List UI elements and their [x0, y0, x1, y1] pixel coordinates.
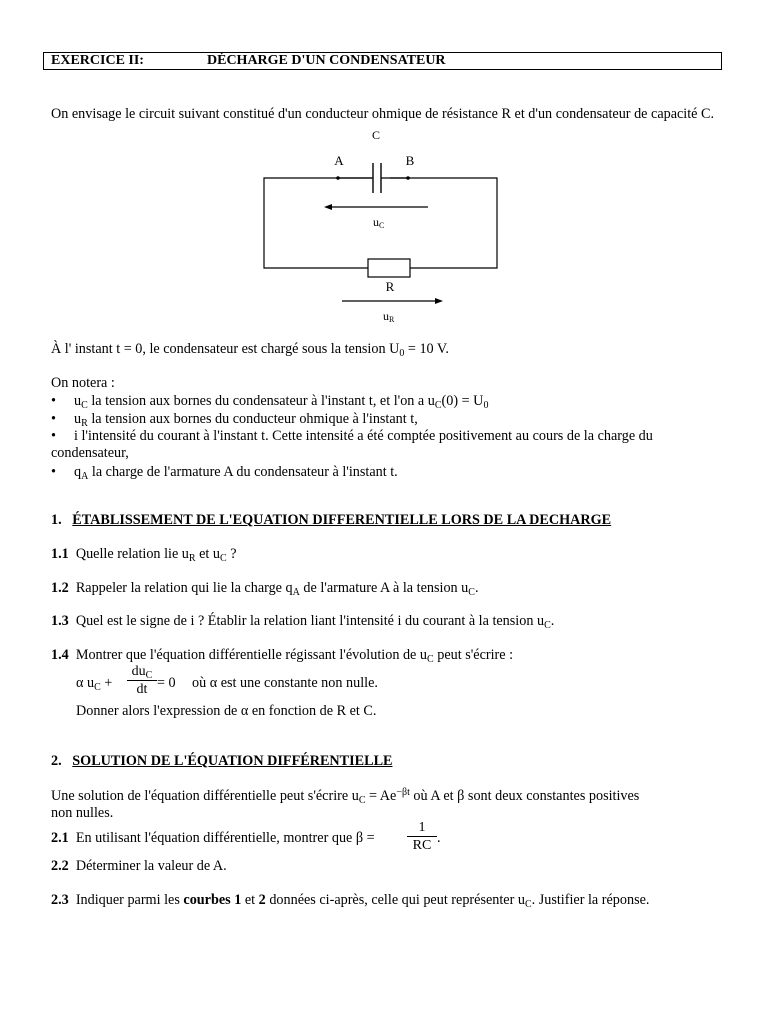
uc-label: uC — [373, 215, 385, 230]
resistor-symbol — [368, 259, 410, 277]
bullet-icon: • — [51, 411, 56, 427]
bullet-icon: • — [51, 393, 56, 409]
notation-intro: On notera : — [51, 375, 115, 391]
uc-arrow-head — [324, 204, 332, 210]
equation-fraction: $du_C$ dt — [127, 664, 157, 699]
question-2-2: 2.2 Déterminer la valeur de A. — [51, 858, 227, 874]
exercise-title: DÉCHARGE D'UN CONDENSATEUR — [207, 53, 446, 68]
section-2-intro-line2: non nulles. — [51, 805, 114, 821]
exercise-header — [43, 52, 722, 70]
equation-left: α $u_C$ + — [76, 675, 113, 693]
circuit-wire-left — [264, 178, 372, 268]
question-2-3: 2.3 Indiquer parmi les courbes 1 et 2 données ci-après, celle qui peut représenter $u_C$. Justifier la réponse. — [51, 892, 650, 910]
question-2-1: 2.1 En utilisant l'équation différentielle, montrer que β = — [51, 830, 375, 846]
question-1-1: 1.1 Quelle relation lie $u_R$ et $u_C$ ? — [51, 546, 237, 564]
bullet-icon: • — [51, 464, 56, 480]
exercise-number: EXERCICE II: — [51, 53, 144, 68]
question-1-4: 1.4 Montrer que l'équation différentielle régissant l'évolution de $u_C$ peut s'écrire : — [51, 647, 514, 665]
equation-note: où α est une constante non nulle. — [192, 675, 378, 691]
node-a-dot — [336, 176, 340, 180]
question-1-4-followup: Donner alors l'expression de α en fonction de R et C. — [76, 703, 377, 719]
intro-paragraph: On envisage le circuit suivant constitué d'un conducteur ohmique de résistance R et d'un condensateur de capacité C. — [51, 106, 715, 122]
circuit-wire-right — [390, 178, 497, 268]
notation-item-uc: • $u_C$ la tension aux bornes du condensateur à l'instant t, et l'on a $u_C(0) = U_0$ — [51, 393, 489, 411]
notation-item-ur: • $u_R$ la tension aux bornes du conducteur ohmique à l'instant t, — [51, 411, 418, 429]
beta-fraction: $\frac{1}{RC}$ — [407, 820, 437, 855]
initial-condition: À l' instant t = 0, le condensateur est chargé sous la tension $U_0 = 10$ V. — [51, 341, 449, 359]
question-1-2: 1.2 Rappeler la relation qui lie la charge $q_A$ de l'armature A à la tension $u_C$. — [51, 580, 479, 598]
question-1-3: 1.3 Quel est le signe de i ? Établir la relation liant l'intensité i du courant à la tension $u_C$. — [51, 613, 555, 631]
equation-right: = 0 — [157, 675, 176, 691]
capacitor-label: C — [371, 128, 381, 142]
node-b-dot — [406, 176, 410, 180]
notation-item-qa: • $q_A$ la charge de l'armature A du condensateur à l'instant t. — [51, 464, 398, 482]
question-2-1-period: . — [437, 830, 441, 846]
notation-item-i: • i l'intensité du courant à l'instant t. Cette intensité a été comptée positivement au cours de la charge du condensateur, — [51, 428, 653, 461]
ur-label: uR — [383, 309, 395, 324]
ur-arrow-head — [435, 298, 443, 304]
node-a-label: A — [334, 153, 344, 168]
circuit-diagram — [250, 125, 520, 325]
section-1-heading: 1. ÉTABLISSEMENT DE L'EQUATION DIFFERENTIELLE LORS DE LA DECHARGE — [51, 512, 612, 528]
resistor-label: R — [385, 279, 395, 294]
bullet-icon: • — [51, 428, 56, 444]
node-b-label: B — [405, 153, 415, 168]
section-2-heading: 2. SOLUTION DE L'ÉQUATION DIFFÉRENTIELLE — [51, 753, 393, 769]
section-2-intro: Une solution de l'équation différentielle peut s'écrire $u_C = Ae^{-\beta t}$ où A et β sont deux constantes positives — [51, 787, 640, 806]
